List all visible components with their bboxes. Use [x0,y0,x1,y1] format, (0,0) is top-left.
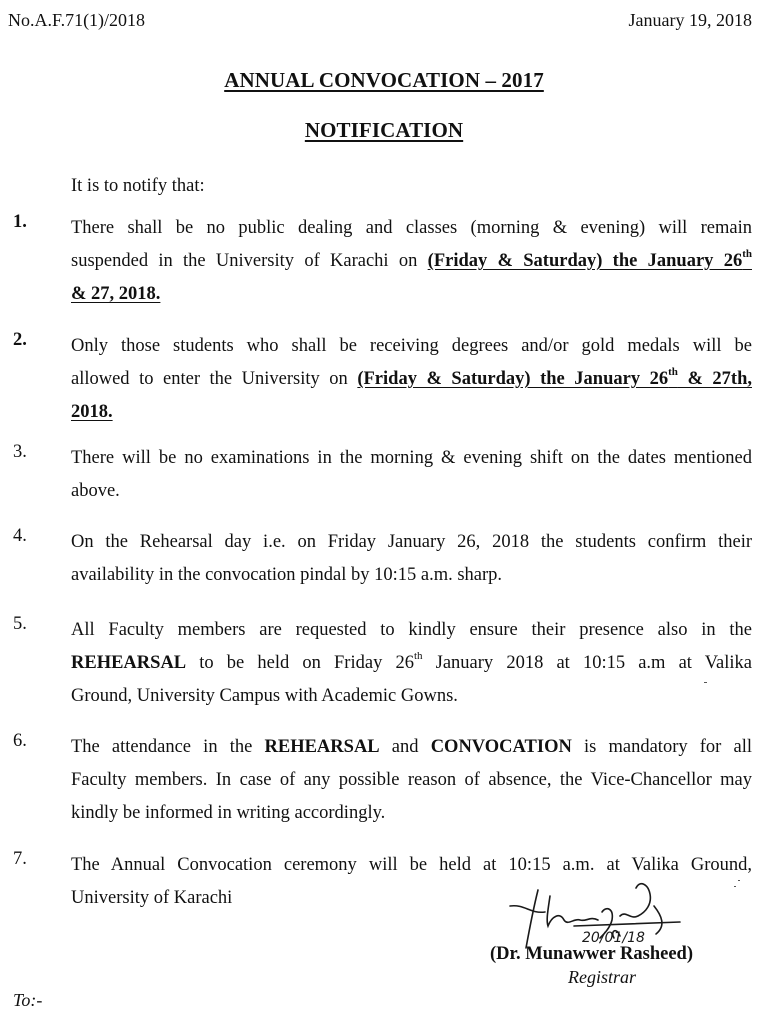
item-text [71,442,752,508]
scan-speck [738,880,740,881]
ordinal-suffix: th [668,366,678,378]
item-text [71,330,752,429]
document-date: January 19, 2018 [628,10,752,30]
ordinal-suffix: th [413,650,423,662]
item-number: 4. [13,526,27,546]
text-span: to be held on Friday 26 [186,653,414,673]
item-line: Only those students who shall be receiving degrees and/or gold medals will be [71,336,752,356]
signatory-designation: Registrar [568,967,637,987]
text-span: is mandatory for all [571,737,752,757]
ordinal-suffix: th [742,248,752,260]
main-title: ANNUAL CONVOCATION – 2017 [224,68,544,92]
item-line: On the Rehearsal day i.e. on Friday January 26, 2018 the students confirm their [71,532,752,552]
text-span: allowed to enter the University on [71,369,358,389]
text-span: (Friday & Saturday) the January 26 [427,251,743,271]
emphasis-rehearsal: REHEARSAL [71,653,187,673]
item-number: 2. [13,330,27,350]
item-line: Faculty members. In case of any possible reason of absence, the Vice-Chancellor may [71,770,752,790]
highlighted-dates: 2018. [71,402,113,422]
text-span: The attendance in the [71,737,265,757]
text-span: & 27th, [677,369,752,389]
item-line [71,731,752,764]
item-line: The Annual Convocation ceremony will be held at 10:15 a.m. at Valika Ground, [71,855,752,875]
item-text [71,212,752,311]
item-line: kindly be informed in writing accordingly. [71,803,386,823]
item-line [71,245,752,278]
emphasis-rehearsal: REHEARSAL [264,737,380,757]
highlighted-dates [357,366,752,389]
item-line: All Faculty members are requested to kindly ensure their presence also in the [71,620,752,640]
highlighted-dates: & 27, 2018. [71,284,161,304]
notification-heading: NOTIFICATION [304,118,464,142]
item-line: availability in the convocation pindal by 10:15 a.m. sharp. [71,565,503,585]
item-line: There will be no examinations in the morning & evening shift on the dates mentioned [71,448,752,468]
item-number: 7. [13,849,27,869]
recipients-label: To:- [13,990,43,1010]
text-span: January 2018 at 10:15 a.m at Valika [422,653,752,673]
item-line: University of Karachi [71,888,233,908]
scan-speck [704,682,707,683]
intro-text: It is to notify that: [71,176,205,196]
item-line [71,647,752,680]
item-text [71,614,752,713]
signatory-name: (Dr. Munawwer Rasheed) [490,944,693,964]
text-span: suspended in the University of Karachi on [71,251,428,271]
item-line [71,363,752,396]
emphasis-convocation: CONVOCATION [430,737,572,757]
item-line [71,396,752,429]
item-line: above. [71,481,120,501]
signature-date: 20/01/18 [582,930,645,946]
item-line [71,278,752,311]
item-number: 6. [13,731,27,751]
scan-speck [734,886,736,887]
item-line: There shall be no public dealing and classes (morning & evening) will remain [71,218,752,238]
item-number: 5. [13,614,27,634]
highlighted-dates [427,248,752,271]
text-span: (Friday & Saturday) the January 26 [357,369,669,389]
item-text [71,731,752,830]
reference-number: No.A.F.71(1)/2018 [8,10,146,30]
item-number: 1. [13,212,27,232]
item-text [71,526,752,592]
item-line: Ground, University Campus with Academic Gowns. [71,686,458,706]
item-number: 3. [13,442,27,462]
text-span: and [379,737,431,757]
